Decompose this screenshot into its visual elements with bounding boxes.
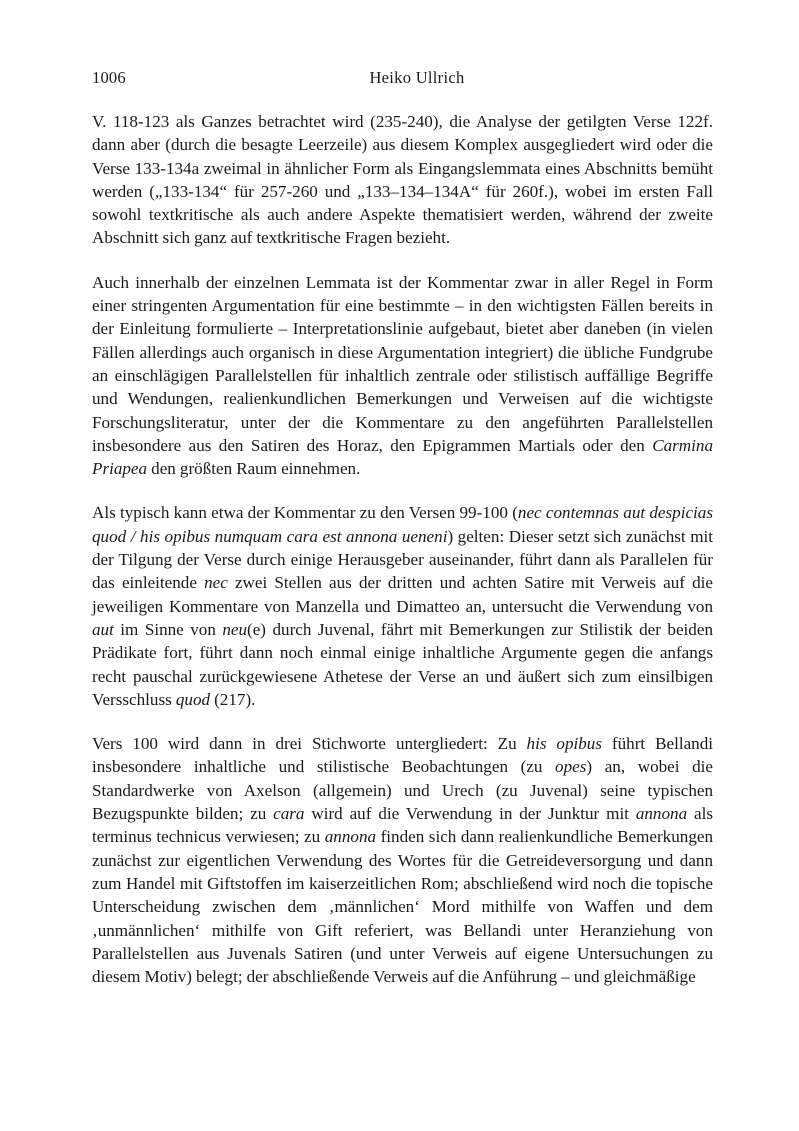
latin-term-aut: aut	[92, 619, 114, 639]
paragraph-4	[92, 732, 713, 988]
page-number: 1006	[92, 68, 126, 87]
paragraph-4-segment-5: als terminus technicus verwiesen; zu	[92, 804, 713, 847]
body-text-block	[92, 110, 713, 988]
paragraph-4-segment-3: ) an, wobei die Standardwerke von Axelson (allgemein) und Urech (zu Juvenal) seine typischen Bezugspunkte bilden; zu	[92, 757, 713, 824]
running-head-title: Heiko Ullrich	[369, 68, 465, 87]
paragraph-2-segment-2: den größten Raum einnehmen.	[147, 459, 361, 479]
paragraph-3-segment-4: im Sinne von	[113, 619, 223, 639]
latin-term-his-opibus: his opibus	[526, 734, 603, 754]
paragraph-4-segment-4: wird auf die Verwendung in der Junktur mit	[304, 804, 636, 824]
paragraph-2-segment-1: Auch innerhalb der einzelnen Lemmata ist der Kommentar zwar in aller Regel in Form einer stringenten Argumentation für eine bestimmte – in den wichtigsten Fällen bereits in der Einleitung formulierte – Interpretationslinie aufgebaut, bietet aber daneben (in vielen Fällen allerdings auch organisch in diese Argumentation integriert) die übliche Fundgrube an einschlägigen Parallelstellen für inhaltlich zentrale oder stilistisch auffällige Begriffe und Wendungen, realienkundlichen Bemerkungen und Verweisen auf die wichtigste Forschungsliteratur, unter der die Kommentare zu den angeführten Parallelstellen insbesondere aus den Satiren des Horaz, den Epigrammen Martials oder den	[92, 272, 713, 455]
paragraph-3-segment-6: (217).	[210, 689, 256, 709]
paragraph-1	[92, 110, 713, 250]
latin-term-quod: quod	[175, 689, 211, 709]
latin-quotation-verses-99-100: nec contemnas aut despicias quod / his opibus numquam cara est annona ueneni	[92, 503, 713, 546]
paragraph-3-segment-2: ) gelten: Dieser setzt sich zunächst mit der Tilgung der Verse durch einige Herausgeber auseinander, führt dann als Parallelen für das einleitende	[92, 526, 713, 593]
paragraph-4-segment-6: finden sich dann realienkundliche Bemerkungen zunächst zur eigentlichen Verwendung des Wortes für die Getreideversorgung und dann zum Handel mit Giftstoffen im kaiserzeitlichen Rom; abschließend wird noch die topische Unterscheidung zwischen dem ‚männlichen‘ Mord mithilfe von Waffen und dem ‚unmännlichen‘ mithilfe von Gift referiert, was Bellandi unter Heranziehung von Parallelstellen aus Juvenals Satiren (und unter Verweis auf eigene Untersuchungen zu diesem Motiv) belegt; der abschließende Verweis auf die Anführung – und gleichmäßige	[92, 827, 713, 987]
paragraph-4-segment-2: führt Bellandi insbesondere inhaltliche und stilistische Beobachtungen (zu	[92, 734, 713, 777]
paragraph-4-segment-1: Vers 100 wird dann in drei Stichworte untergliedert: Zu	[92, 734, 527, 754]
latin-term-cara: cara	[273, 804, 305, 824]
paragraph-2	[92, 271, 713, 481]
paragraph-3-segment-5: (e) durch Juvenal, fährt mit Bemerkungen zur Stilistik der beiden Prädikate fort, führt dann noch einmal einige inhaltliche Argumente gegen die anfangs recht pauschal zurückgewiesene Athetese der Verse an und äußert sich zum einsilbigen Versschluss	[92, 619, 713, 709]
latin-term-opes: opes	[555, 757, 587, 777]
paragraph-3	[92, 501, 713, 711]
latin-term-neu: neu	[222, 619, 248, 639]
latin-term-annona-second: annona	[324, 827, 377, 847]
paragraph-1-text: V. 118-123 als Ganzes betrachtet wird (235-240), die Analyse der getilgten Verse 122f. dann aber (durch die besagte Leerzeile) aus diesem Komplex ausgegliedert wird oder die Verse 133-134a zweimal in ähnlicher Form als Eingangslemmata eines Abschnitts bemüht werden („133-134“ für 257-260 und „133–134–134A“ für 260f.), wobei im ersten Fall sowohl textkritische als auch andere Aspekte thematisiert werden, während der zweite Abschnitt sich ganz auf textkritische Fragen bezieht.	[92, 112, 713, 248]
latin-term-nec: nec	[204, 573, 228, 593]
latin-term-annona-first: annona	[635, 804, 688, 824]
paragraph-3-segment-1: Als typisch kann etwa der Kommentar zu den Versen 99-100 (	[92, 503, 518, 523]
page-header	[92, 68, 712, 90]
paragraph-3-segment-3: zwei Stellen aus der dritten und achten Satire mit Verweis auf die jeweiligen Kommentare von Manzella und Dimatteo an, untersucht die Verwendung von	[92, 573, 713, 616]
latin-term-carmina-priapea: Carmina Priapea	[92, 435, 713, 479]
